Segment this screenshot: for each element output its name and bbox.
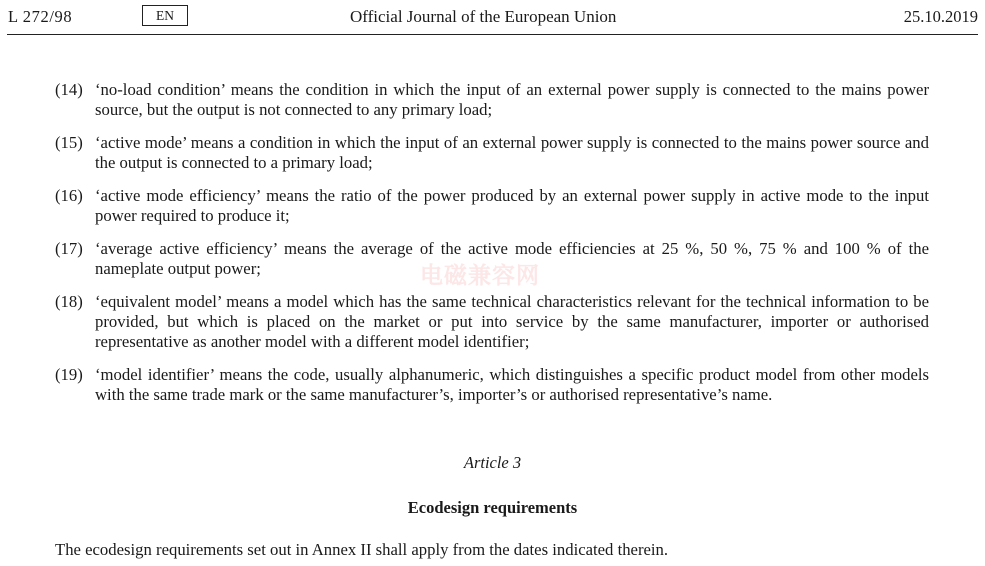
definition-item bbox=[55, 365, 929, 405]
definition-number: (19) bbox=[55, 365, 83, 384]
definition-number: (18) bbox=[55, 292, 83, 311]
definition-number: (17) bbox=[55, 239, 83, 258]
article-body: The ecodesign requirements set out in Annex II shall apply from the dates indicated therein. bbox=[55, 540, 669, 559]
definition-text: ‘no-load condition’ means the condition in which the input of an external power supply is connected to the mains power source, but the output is not connected to any primary load; bbox=[95, 80, 929, 119]
definitions-list bbox=[55, 80, 929, 418]
definition-item bbox=[55, 80, 929, 120]
article-title: Ecodesign requirements bbox=[407, 498, 578, 517]
definition-number: (16) bbox=[55, 186, 83, 205]
definition-item bbox=[55, 292, 929, 352]
journal-title: Official Journal of the European Union bbox=[350, 7, 617, 26]
journal-reference: L 272/98 bbox=[8, 7, 73, 26]
definition-item bbox=[55, 133, 929, 173]
definition-text: ‘average active efficiency’ means the average of the active mode efficiencies at 25 %, 50 %, 75 % and 100 % of the nameplate output power; bbox=[95, 239, 929, 278]
article-number: Article 3 bbox=[463, 453, 522, 472]
site-watermark: 电磁兼容网 bbox=[420, 263, 540, 289]
definition-number: (15) bbox=[55, 133, 83, 152]
definition-text: ‘active mode’ means a condition in which the input of an external power supply is connected to the mains power source and the output is connected to a primary load; bbox=[95, 133, 929, 172]
definition-text: ‘equivalent model’ means a model which has the same technical characteristics relevant for the technical information to be provided, but which is placed on the market or put into service by the same manufacturer, importer or authorised representative as another model with a different model identifier; bbox=[95, 292, 929, 351]
page-header bbox=[7, 0, 978, 35]
language-badge: EN bbox=[142, 5, 188, 26]
definition-item bbox=[55, 186, 929, 226]
definition-number: (14) bbox=[55, 80, 83, 99]
definition-text: ‘active mode efficiency’ means the ratio of the power produced by an external power supply in active mode to the input power required to produce it; bbox=[95, 186, 929, 225]
publication-date: 25.10.2019 bbox=[903, 7, 978, 26]
definition-text: ‘model identifier’ means the code, usually alphanumeric, which distinguishes a specific product model from other models with the same trade mark or the same manufacturer’s, importer’s or authorised representative’s name. bbox=[95, 365, 929, 404]
